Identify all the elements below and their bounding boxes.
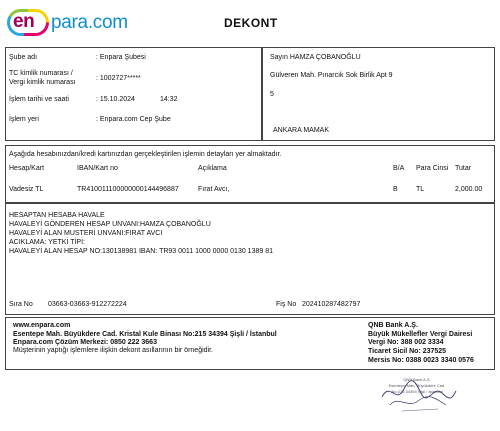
header-aciklama: Açıklama — [198, 165, 227, 172]
tax-office: Büyük Mükellefler Vergi Dairesi — [368, 331, 473, 338]
row-ba: B — [393, 186, 398, 193]
footer-address: Esentepe Mah. Büyükdere Cad. Kristal Kule Binası No:215 34394 Şişli / İstanbul — [13, 331, 277, 338]
header-para-cinsi: Para Cinsi — [416, 165, 449, 172]
fis-label: Fiş No — [276, 301, 297, 308]
tc-label-line-1: TC kimlik numarası / — [9, 70, 73, 77]
row-para-cinsi: TL — [416, 186, 425, 193]
footer-solution-center: Enpara.com Çözüm Merkezi: 0850 222 3663 — [13, 339, 157, 346]
row-tutar: 2,000.00 — [455, 186, 483, 193]
details-line-4: ACIKLAMA: YETKİ TİPİ: — [9, 239, 85, 246]
stamp-line-2: Esentepe Mah. Büyükdere Cad. — [388, 383, 446, 388]
yer-label: İşlem yeri — [9, 116, 39, 123]
transaction-intro: Aşağıda hesabınızdan/kredi kartınızdan gerçekleştirilen işlemin detayları yer almaktadır. — [9, 151, 282, 158]
sender-info-box — [5, 47, 262, 141]
sira-label: Sıra No — [9, 301, 33, 308]
logo-suffix: para.com — [51, 12, 128, 33]
tarih-value: : 15.10.2024 — [96, 96, 135, 103]
recipient-address-line-1: Gülveren Mah. Pınarcık Sok Birlik Apt 9 — [270, 72, 393, 79]
row-hesap-kart: Vadesiz TL — [9, 186, 44, 193]
row-iban: TR410011100000000144496887 — [77, 186, 179, 193]
footer-note: Müşterinin yaptığı işlemlere ilişkin dekont asıllarının bir örneğidir. — [13, 347, 213, 354]
recipient-greeting: Sayın HAMZA ÇOBANOĞLU — [270, 54, 361, 61]
details-line-5: HAVALEYİ ALAN HESAP NO:130138981 IBAN: TR93 0011 1000 0000 0130 1389 81 — [9, 248, 273, 255]
sube-value: : Enpara Şubesi — [96, 54, 146, 61]
trade-registry: Ticaret Sicil No: 237525 — [368, 348, 447, 355]
bank-name: QNB Bank A.Ş. — [368, 322, 418, 329]
header-tutar: Tutar — [455, 165, 472, 172]
mersis-no: Mersis No: 0388 0023 3340 0576 — [368, 357, 474, 364]
header-iban: IBAN/Kart no — [77, 165, 118, 172]
header-hesap-kart: Hesap/Kart — [9, 165, 45, 172]
stamp-line-1: QNB Bank A.Ş. — [403, 377, 431, 382]
signature-icon — [372, 375, 462, 419]
details-line-1: HESAPTAN HESABA HAVALE — [9, 212, 105, 219]
logo-prefix: en — [13, 11, 35, 32]
tarih-label: İşlem tarihi ve saati — [9, 96, 69, 103]
sira-value: 03663-03663-912272224 — [48, 301, 127, 308]
row-aciklama: Fırat Avcı, — [198, 186, 230, 193]
fis-value: 202410287482797 — [302, 301, 361, 308]
bank-stamp-signature — [372, 375, 462, 419]
details-box — [5, 203, 495, 315]
saat-value: 14:32 — [160, 96, 178, 103]
yer-value: : Enpara.com Cep Şube — [96, 116, 171, 123]
tc-label-line-2: Vergi kimlik numarası — [9, 79, 76, 86]
recipient-city: ANKARA MAMAK — [273, 127, 330, 134]
details-line-2: HAVALEYİ GÖNDEREN HESAP UNVANI:HAMZA ÇOBANOĞLU — [9, 221, 211, 228]
tc-value: : 1002727***** — [96, 75, 141, 82]
enpara-logo — [7, 9, 127, 37]
header-ba: B/A — [393, 165, 405, 172]
sube-label: Şube adı — [9, 54, 38, 61]
stamp-line-3: No:215 34394 Şişli / İstanbul — [391, 389, 443, 394]
footer-website: www.enpara.com — [13, 322, 71, 329]
tax-no: Vergi No: 388 002 3334 — [368, 339, 444, 346]
details-line-3: HAVALEYİ ALAN MUSTERİ UNVANI:FIRAT AVCI — [9, 230, 163, 237]
page-title: DEKONT — [224, 16, 278, 30]
recipient-address-line-2: 5 — [270, 91, 274, 98]
